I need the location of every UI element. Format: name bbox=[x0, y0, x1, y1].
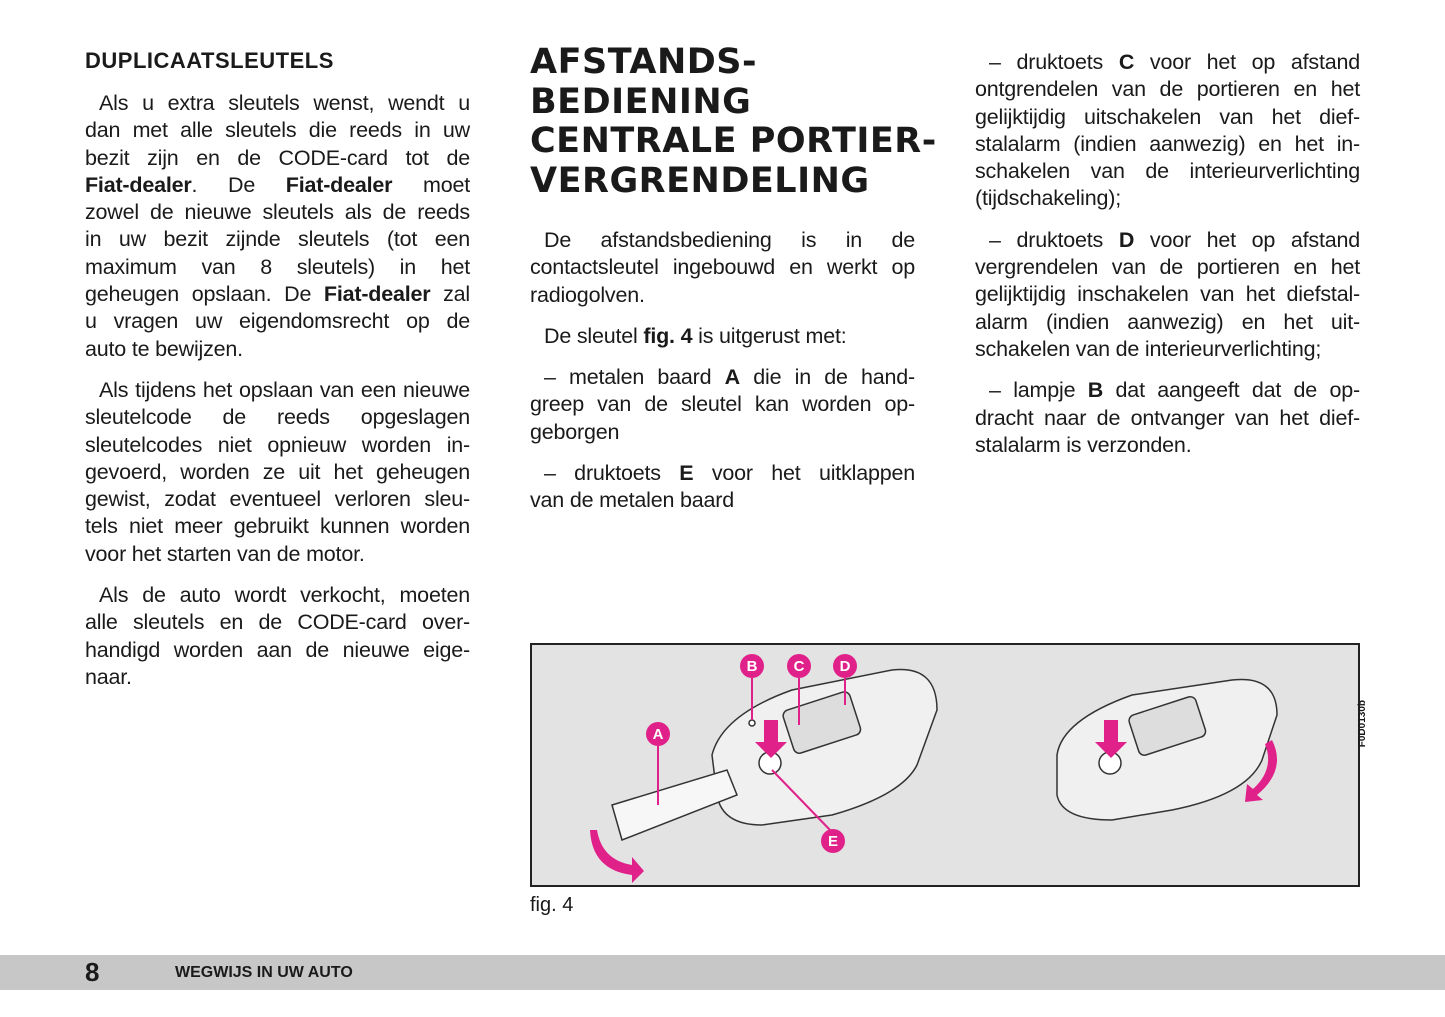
text-line bbox=[975, 377, 1360, 404]
text-line bbox=[85, 513, 470, 540]
section-heading-duplicate-keys: DUPLICAATSLEUTELS bbox=[85, 48, 334, 73]
bold-text: B bbox=[1087, 378, 1104, 403]
text-line bbox=[530, 487, 915, 514]
figure-code: F0D0130b bbox=[1357, 700, 1368, 748]
text: handigd worden aan de nieuwe eige- bbox=[85, 637, 470, 662]
text: van de metalen baard bbox=[530, 488, 734, 513]
text-line bbox=[530, 419, 915, 446]
text-line bbox=[85, 117, 470, 144]
text: schakelen van de interieurverlichting bbox=[975, 159, 1360, 184]
text: Als tijdens het opslaan van een nieuwe bbox=[99, 377, 470, 402]
text-line bbox=[85, 377, 470, 404]
text-line bbox=[975, 49, 1360, 76]
heading-line: CENTRALE PORTIER- bbox=[530, 121, 937, 161]
key-fob-illustration bbox=[532, 645, 1358, 885]
text: – druktoets bbox=[989, 50, 1119, 74]
text: gelijktijdig uitschakelen van het dief- bbox=[975, 104, 1360, 129]
text-line bbox=[85, 308, 470, 335]
text: zal bbox=[430, 282, 470, 307]
text-line bbox=[975, 76, 1360, 103]
text-line bbox=[85, 664, 470, 691]
text-line bbox=[530, 460, 915, 487]
paragraph bbox=[85, 582, 470, 691]
column-1 bbox=[85, 90, 470, 705]
text-line bbox=[85, 145, 470, 172]
text: De sleutel bbox=[544, 323, 644, 348]
text: bezit zijn en de CODE-card tot de bbox=[85, 145, 470, 170]
paragraph bbox=[530, 460, 915, 515]
text-line bbox=[85, 541, 470, 568]
text: voor het uitklappen bbox=[693, 461, 915, 486]
text: ontgrendelen van de portieren en het bbox=[975, 77, 1360, 102]
label-b: B bbox=[746, 658, 758, 675]
text: Als de auto wordt verkocht, moeten bbox=[99, 583, 470, 608]
label-e: E bbox=[827, 833, 839, 850]
heading-line: AFSTANDS- bbox=[530, 42, 758, 82]
text-line bbox=[975, 254, 1360, 281]
text: gewist, zodat eventueel verloren sleu- bbox=[85, 487, 470, 512]
text: (tijdschakeling); bbox=[975, 186, 1121, 211]
paragraph bbox=[85, 90, 470, 363]
text: dan met alle sleutels die reeds in uw bbox=[85, 118, 470, 143]
text-line bbox=[975, 104, 1360, 131]
column-3 bbox=[975, 49, 1360, 473]
heading-line: VERGRENDELING bbox=[530, 160, 870, 201]
bold-text: Fiat-dealer bbox=[285, 172, 393, 197]
text: geborgen bbox=[530, 419, 620, 444]
bold-text: D bbox=[1118, 227, 1135, 252]
text-line bbox=[530, 282, 915, 309]
text: zowel de nieuwe sleutels als de reeds bbox=[85, 200, 470, 225]
figure-caption: fig. 4 bbox=[530, 894, 574, 916]
text-line bbox=[975, 432, 1360, 459]
text-line bbox=[85, 226, 470, 253]
text: auto te bewijzen. bbox=[85, 336, 243, 361]
text: is uitgerust met: bbox=[692, 323, 847, 348]
text-line bbox=[975, 405, 1360, 432]
text-line bbox=[530, 227, 915, 254]
label-d: D bbox=[839, 658, 851, 675]
text-line bbox=[530, 391, 915, 418]
text: die in de hand- bbox=[739, 365, 915, 390]
paragraph bbox=[530, 227, 915, 309]
bold-text: C bbox=[1118, 50, 1135, 74]
text: De afstandsbediening is in de bbox=[544, 228, 915, 252]
text: naar. bbox=[85, 664, 132, 689]
text-line bbox=[85, 637, 470, 664]
text: gevoerd, worden ze uit het geheugen bbox=[85, 459, 470, 484]
text-line bbox=[85, 254, 470, 281]
text: alle sleutels en de CODE-card over- bbox=[85, 610, 470, 635]
label-a: A bbox=[652, 726, 664, 743]
text: voor het op afstand bbox=[1134, 227, 1360, 252]
bold-text: fig. 4 bbox=[643, 323, 693, 348]
heading-line: BEDIENING bbox=[530, 81, 752, 122]
text: voor het op afstand bbox=[1134, 50, 1360, 74]
text: moet bbox=[392, 172, 471, 197]
text: sleutelcodes niet opnieuw worden in- bbox=[85, 432, 470, 457]
text-line bbox=[975, 227, 1360, 254]
text: contactsleutel ingebouwd en werkt op bbox=[530, 255, 915, 280]
bold-text: Fiat-dealer bbox=[323, 282, 431, 307]
section-heading-remote-control bbox=[530, 43, 937, 201]
paragraph bbox=[530, 364, 915, 446]
text: – druktoets bbox=[544, 461, 680, 486]
text-line bbox=[530, 254, 915, 281]
text-line bbox=[85, 90, 470, 117]
text-line bbox=[85, 582, 470, 609]
text: dat aangeeft dat de op- bbox=[1103, 378, 1360, 403]
text: sleutelcode de reeds opgeslagen bbox=[85, 405, 470, 430]
text: – lampje bbox=[989, 378, 1088, 403]
bold-text: E bbox=[679, 461, 694, 486]
text-line bbox=[975, 185, 1360, 212]
text-line bbox=[85, 172, 470, 199]
text: tels niet meer gebruikt kunnen worden bbox=[85, 514, 470, 539]
text: geheugen opslaan. De bbox=[85, 282, 324, 307]
text: – metalen baard bbox=[544, 365, 725, 390]
text: gelijktijdig inschakelen van het diefstal- bbox=[975, 282, 1360, 307]
text: voor het starten van de motor. bbox=[85, 541, 365, 566]
text-line bbox=[975, 131, 1360, 158]
text: schakelen van de interieurverlichting; bbox=[975, 336, 1322, 361]
text-line bbox=[85, 199, 470, 226]
bold-text: Fiat-dealer bbox=[85, 172, 192, 197]
paragraph bbox=[975, 377, 1360, 459]
text: – druktoets bbox=[989, 227, 1119, 252]
text-line bbox=[975, 158, 1360, 185]
text-line bbox=[85, 336, 470, 363]
text: stalalarm is verzonden. bbox=[975, 432, 1192, 457]
text-line bbox=[975, 336, 1360, 363]
key-fob-open bbox=[612, 670, 937, 841]
text: radiogolven. bbox=[530, 282, 645, 307]
key-fob-closed bbox=[1057, 679, 1277, 820]
page-number: 8 bbox=[85, 957, 100, 987]
text: Als u extra sleutels wenst, wendt u bbox=[99, 91, 470, 115]
text-line bbox=[85, 459, 470, 486]
text: . De bbox=[191, 172, 286, 197]
text: greep van de sleutel kan worden op- bbox=[530, 392, 915, 417]
figure-key-illustration bbox=[530, 643, 1360, 887]
text: in uw bezit zijnde sleutels (tot een bbox=[85, 227, 470, 252]
text: vergrendelen van de portieren en het bbox=[975, 255, 1360, 280]
paragraph bbox=[975, 49, 1360, 213]
text-line bbox=[975, 281, 1360, 308]
text-line bbox=[85, 432, 470, 459]
paragraph bbox=[975, 227, 1360, 363]
paragraph bbox=[530, 323, 915, 350]
column-2 bbox=[530, 227, 915, 529]
bold-text: A bbox=[724, 365, 740, 390]
text-line bbox=[85, 609, 470, 636]
footer-section-title: WEGWIJS IN UW AUTO bbox=[175, 964, 353, 981]
text-line bbox=[85, 281, 470, 308]
text-line bbox=[530, 323, 915, 350]
text-line bbox=[85, 404, 470, 431]
text: stalalarm (indien aanwezig) en het in- bbox=[975, 131, 1360, 156]
text-line bbox=[975, 309, 1360, 336]
text: alarm (indien aanwezig) en het uit- bbox=[975, 309, 1360, 334]
text-line bbox=[85, 486, 470, 513]
text: u vragen uw eigendomsrecht op de bbox=[85, 309, 470, 334]
paragraph bbox=[85, 377, 470, 568]
page-footer bbox=[0, 955, 1445, 990]
label-c: C bbox=[793, 658, 805, 675]
text-line bbox=[530, 364, 915, 391]
text: maximum van 8 sleutels) in het bbox=[85, 254, 470, 279]
text: dracht naar de ontvanger van het dief- bbox=[975, 405, 1360, 430]
